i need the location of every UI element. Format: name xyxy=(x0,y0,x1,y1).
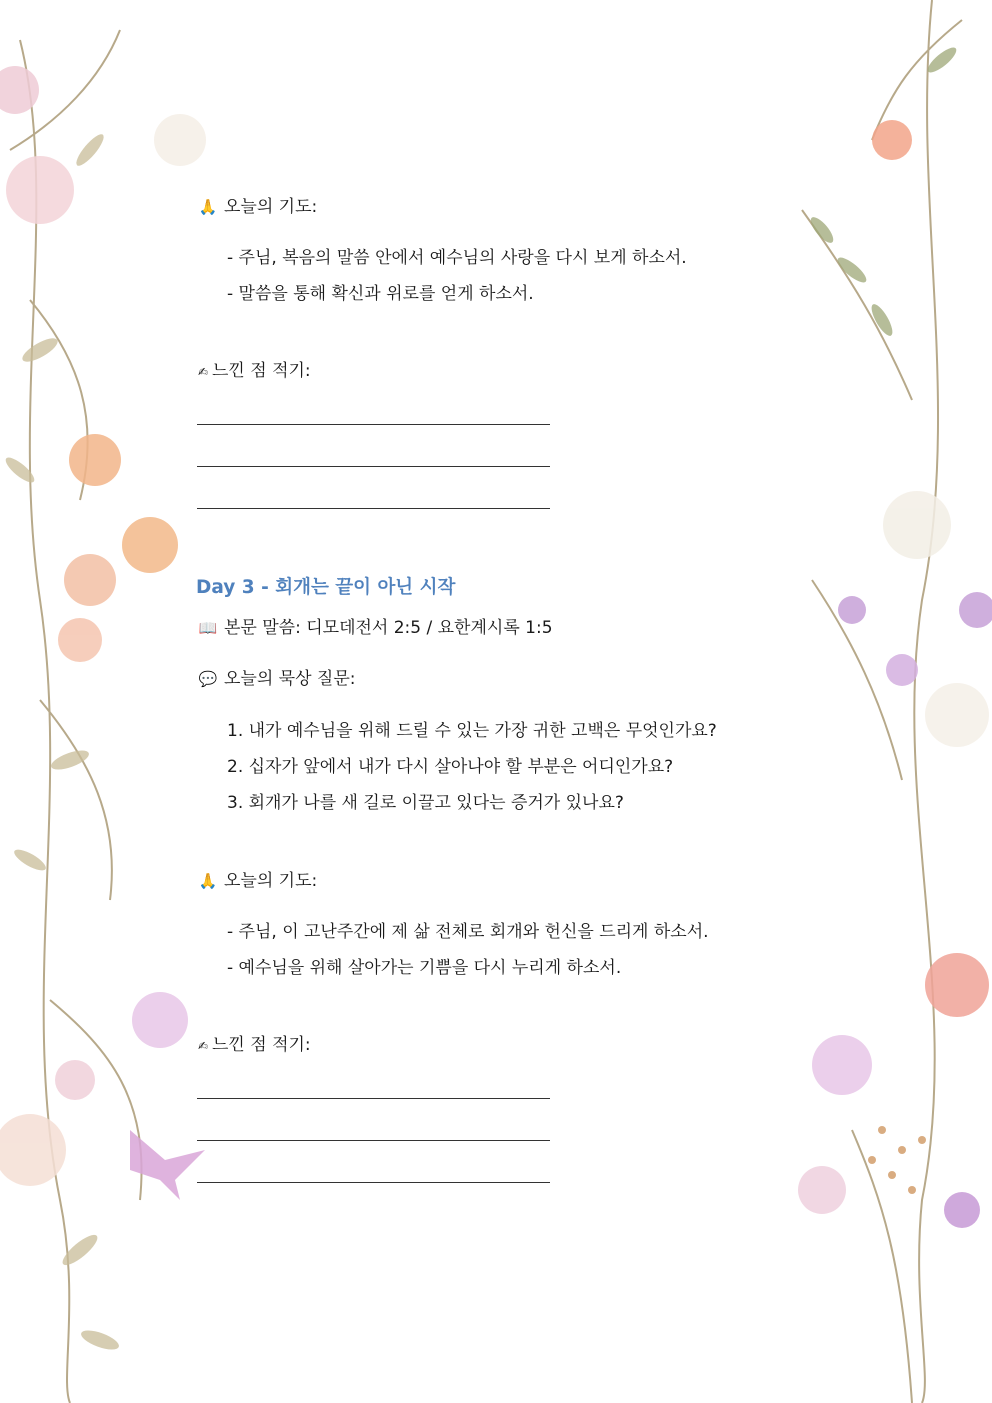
prayer-line: - 주님, 이 고난주간에 제 삶 전체로 회개와 헌신을 드리게 하소서. xyxy=(227,922,709,942)
reflection-blank-line[interactable] xyxy=(197,508,550,509)
praying-hands-icon: 🙏 xyxy=(198,872,218,890)
question-heading xyxy=(198,668,356,690)
question-item: 1. 내가 예수님을 위해 드릴 수 있는 가장 귀한 고백은 무엇인가요? xyxy=(227,721,717,741)
reflection-blank-line[interactable] xyxy=(197,1182,550,1183)
prayer-heading xyxy=(198,196,317,218)
prayer-line: - 예수님을 위해 살아가는 기쁨을 다시 누리게 하소서. xyxy=(227,958,622,978)
reflection-title: 느낀 점 적기: xyxy=(212,1035,311,1055)
reflection-blank-line[interactable] xyxy=(197,1140,550,1141)
reflection-blank-line[interactable] xyxy=(197,1098,550,1099)
scripture-text: 본문 말씀: 디모데전서 2:5 / 요한계시록 1:5 xyxy=(224,618,553,638)
reflection-blank-line[interactable] xyxy=(197,424,550,425)
speech-bubble-icon: 💬 xyxy=(198,670,218,688)
scripture-reference xyxy=(198,617,553,639)
prayer-line: - 말씀을 통해 확신과 위로를 얻게 하소서. xyxy=(227,284,534,304)
prayer-title: 오늘의 기도: xyxy=(224,197,318,217)
reflection-heading xyxy=(196,360,311,383)
day-heading: Day 3 - 회개는 끝이 아닌 시작 xyxy=(196,577,456,598)
question-item: 2. 십자가 앞에서 내가 다시 살아나야 할 부분은 어디인가요? xyxy=(227,757,674,777)
prayer-title: 오늘의 기도: xyxy=(224,871,318,891)
open-book-icon: 📖 xyxy=(198,619,218,637)
reflection-blank-line[interactable] xyxy=(197,466,550,467)
question-item: 3. 회개가 나를 새 길로 이끌고 있다는 증거가 있나요? xyxy=(227,793,624,813)
prayer-heading xyxy=(198,870,317,892)
praying-hands-icon: 🙏 xyxy=(198,198,218,216)
reflection-title: 느낀 점 적기: xyxy=(212,361,311,381)
prayer-line: - 주님, 복음의 말씀 안에서 예수님의 사랑을 다시 보게 하소서. xyxy=(227,248,687,268)
reflection-heading xyxy=(196,1034,311,1057)
writing-hand-icon: ✍ xyxy=(197,1039,209,1053)
question-title: 오늘의 묵상 질문: xyxy=(224,669,356,689)
writing-hand-icon: ✍ xyxy=(197,365,209,379)
